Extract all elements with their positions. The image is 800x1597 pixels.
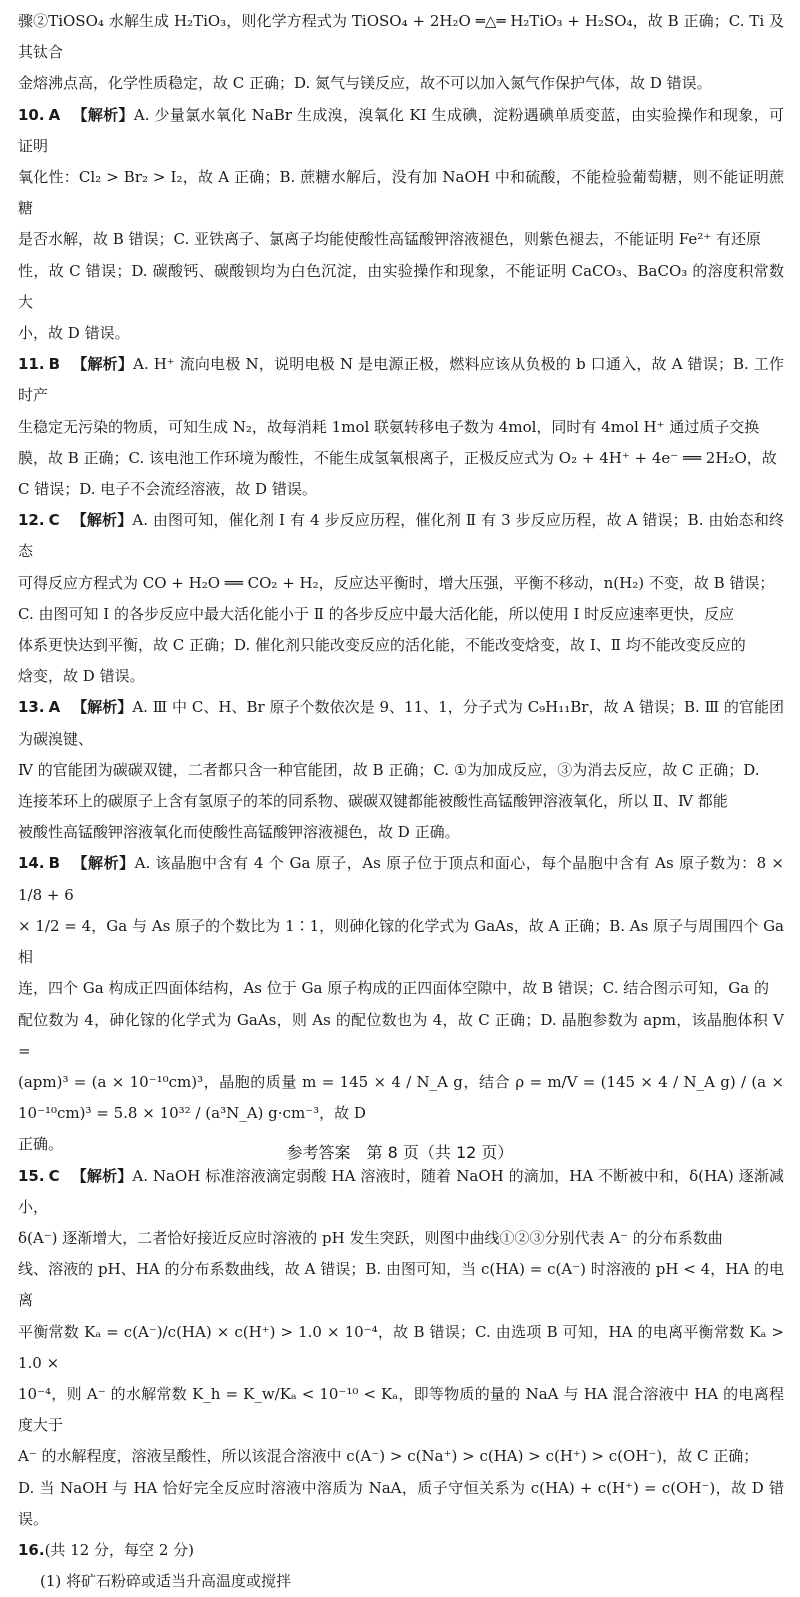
- answer-letter: A: [48, 698, 61, 717]
- question-line: 膜，故 B 正确；C. 该电池工作环境为酸性，不能生成氢氧根离子，正极反应式为 O₂ + 4H⁺ + 4e⁻ ══ 2H₂O，故: [18, 448, 777, 467]
- page-footer: 参考答案 第 8 页（共 12 页）: [286, 1143, 514, 1162]
- question-number: 12.: [18, 511, 45, 530]
- question-line: 可得反应方程式为 CO + H₂O ══ CO₂ + H₂，反应达平衡时，增大压强，平衡不移动，n(H₂) 不变，故 B 错误；: [18, 573, 775, 592]
- question-number: 11.: [18, 355, 45, 374]
- question-text: A. Ⅲ 中 C、H、Br 原子个数依次是 9、11、1，分子式为 C₉H₁₁Br，故 A 错误；B. Ⅲ 的官能团为碳溴键、: [18, 698, 784, 748]
- intro-line: 骤②TiOSO₄ 水解生成 H₂TiO₃，则化学方程式为 TiOSO₄ + 2H₂O ═△═ H₂TiO₃ + H₂SO₄，故 B 正确；C. Ti 及其钛合: [18, 12, 784, 62]
- analysis-tag: 【解析】: [72, 698, 133, 717]
- analysis-tag: 【解析】: [72, 854, 135, 873]
- intro-continuation: [18, 6, 784, 100]
- answer-letter: C: [48, 511, 60, 530]
- question-line: [18, 349, 784, 411]
- question-number: 15.: [18, 1166, 45, 1185]
- question-line: D. 当 NaOH 与 HA 恰好完全反应时溶液中溶质为 NaA，质子守恒关系为 c(HA) + c(H⁺) = c(OH⁻)，故 D 错误。: [18, 1478, 784, 1528]
- intro-line: 金熔沸点高，化学性质稳定，故 C 正确；D. 氮气与镁反应，故不可以加入氮气作保护气体，故 D 错误。: [18, 74, 712, 93]
- question-12: [18, 505, 784, 692]
- question-line: 生稳定无污染的物质，可知生成 N₂，故每消耗 1mol 联氨转移电子数为 4mol，同时有 4mol H⁺ 通过质子交换: [18, 417, 760, 436]
- question-line: × 1/2 = 4，Ga 与 As 原子的个数比为 1∶1，则砷化镓的化学式为 GaAs，故 A 正确；B. As 原子与周围四个 Ga 相: [18, 916, 784, 967]
- analysis-tag: 【解析】: [72, 355, 134, 374]
- analysis-tag: 【解析】: [72, 105, 134, 124]
- question-number: 10.: [18, 105, 45, 124]
- question-line: 是否水解，故 B 错误；C. 亚铁离子、氯离子均能使酸性高锰酸钾溶液褪色，则紫色褪去，不能证明 Fe²⁺ 有还原: [18, 230, 761, 249]
- question-10: [18, 100, 784, 350]
- question-line: [18, 1535, 784, 1566]
- question-line: 正确。: [18, 1135, 64, 1154]
- question-line: [18, 505, 784, 567]
- answer-letter: B: [48, 854, 61, 873]
- question-line: A⁻ 的水解程度，溶液呈酸性，所以该混合溶液中 c(A⁻) > c(Na⁺) > c(HA) > c(H⁺) > c(OH⁻)，故 C 正确；: [18, 1447, 759, 1466]
- question-text: A. 少量氯水氧化 NaBr 生成溴，溴氧化 KI 生成碘，淀粉遇碘单质变蓝，由实验操作和现象，可证明: [18, 105, 784, 155]
- question-line: C. 由图可知 Ⅰ 的各步反应中最大活化能小于 Ⅱ 的各步反应中最大活化能，所以使用 Ⅰ 时反应速率更快，反应: [18, 604, 735, 623]
- question-line: [18, 100, 784, 162]
- question-line: 连接苯环上的碳原子上含有氢原子的苯的同系物、碳碳双键都能被酸性高锰酸钾溶液氧化，所以 Ⅱ、Ⅳ 都能: [18, 792, 728, 811]
- question-line: 氧化性：Cl₂ > Br₂ > I₂，故 A 正确；B. 蔗糖水解后，没有加 NaOH 中和硫酸，不能检验葡萄糖，则不能证明蔗糖: [18, 168, 784, 218]
- question-line: [18, 692, 784, 754]
- question-text: A. NaOH 标准溶液滴定弱酸 HA 溶液时，随着 NaOH 的滴加，HA 不断被中和，δ(HA) 逐渐减小，: [18, 1166, 784, 1216]
- question-line: Ⅳ 的官能团为碳碳双键，二者都只含一种官能团，故 B 正确；C. ①为加成反应，③为消去反应，故 C 正确；D.: [18, 760, 760, 779]
- sub-answer: (1) 将矿石粉碎或适当升高温度或搅拌: [40, 1572, 292, 1591]
- question-line: 10⁻⁴，则 A⁻ 的水解常数 K_h = K_w/Kₐ < 10⁻¹⁰ < Kₐ，即等物质的量的 NaA 与 HA 混合溶液中 HA 的电离程度大于: [18, 1384, 784, 1435]
- question-text: A. 由图可知，催化剂 Ⅰ 有 4 步反应历程，催化剂 Ⅱ 有 3 步反应历程，故 A 错误；B. 由始态和终态: [18, 511, 784, 561]
- question-line: [18, 1161, 784, 1223]
- question-line: 体系更快达到平衡，故 C 正确；D. 催化剂只能改变反应的活化能，不能改变焓变，故 Ⅰ、Ⅱ 均不能改变反应的: [18, 636, 746, 655]
- analysis-tag: 【解析】: [71, 1166, 133, 1185]
- question-line: C 错误；D. 电子不会流经溶液，故 D 错误。: [18, 480, 317, 499]
- answer-page: [18, 6, 784, 1597]
- question-16: [18, 1535, 784, 1597]
- question-header: (共 12 分，每空 2 分): [44, 1540, 194, 1559]
- question-line: 配位数为 4，砷化镓的化学式为 GaAs，则 As 的配位数也为 4，故 C 正确；D. 晶胞参数为 apm，该晶胞体积 V =: [18, 1010, 784, 1060]
- question-line: 性，故 C 错误；D. 碳酸钙、碳酸钡均为白色沉淀，由实验操作和现象，不能证明 CaCO₃、BaCO₃ 的溶度积常数大: [18, 261, 784, 311]
- answer-letter: A: [48, 105, 61, 124]
- question-line: 被酸性高锰酸钾溶液氧化而使酸性高锰酸钾溶液褪色，故 D 正确。: [18, 823, 460, 842]
- question-line: 小，故 D 错误。: [18, 324, 130, 343]
- question-line: (apm)³ = (a × 10⁻¹⁰cm)³，晶胞的质量 m = 145 × 4 / N_A g，结合 ρ = m/V = (145 × 4 / N_A g) / (a × 10⁻¹⁰cm)³ = 5.8 × 10³² / (a³N_A) g·cm⁻³，故 D: [18, 1072, 784, 1123]
- question-15: [18, 1161, 784, 1535]
- question-line: [18, 848, 784, 910]
- question-text: A. 该晶胞中含有 4 个 Ga 原子，As 原子位于顶点和面心，每个晶胞中含有 As 原子数为：8 × 1/8 + 6: [18, 854, 784, 904]
- answer-letter: B: [48, 355, 61, 374]
- question-line: 连，四个 Ga 构成正四面体结构，As 位于 Ga 原子构成的正四面体空隙中，故 B 错误；C. 结合图示可知，Ga 的: [18, 979, 769, 998]
- question-11: [18, 349, 784, 505]
- question-text: A. H⁺ 流向电极 N，说明电极 N 是电源正极，燃料应该从负极的 b 口通入，故 A 错误；B. 工作时产: [18, 355, 784, 405]
- analysis-tag: 【解析】: [71, 511, 133, 530]
- question-number: 16.: [18, 1540, 45, 1559]
- question-number: 13.: [18, 698, 45, 717]
- question-number: 14.: [18, 854, 45, 873]
- question-line: 平衡常数 Kₐ = c(A⁻)/c(HA) × c(H⁺) > 1.0 × 10⁻⁴，故 B 错误；C. 由选项 B 可知，HA 的电离平衡常数 Kₐ > 1.0 ×: [18, 1322, 784, 1372]
- question-line: 焓变，故 D 错误。: [18, 667, 145, 686]
- question-line: δ(A⁻) 逐渐增大，二者恰好接近反应时溶液的 pH 发生突跃，则图中曲线①②③分别代表 A⁻ 的分布系数曲: [18, 1228, 723, 1247]
- question-line: 线、溶液的 pH、HA 的分布系数曲线，故 A 错误；B. 由图可知，当 c(HA) = c(A⁻) 时溶液的 pH < 4，HA 的电离: [18, 1260, 784, 1310]
- answer-letter: C: [48, 1166, 60, 1185]
- question-13: [18, 692, 784, 848]
- question-14: [18, 848, 784, 1160]
